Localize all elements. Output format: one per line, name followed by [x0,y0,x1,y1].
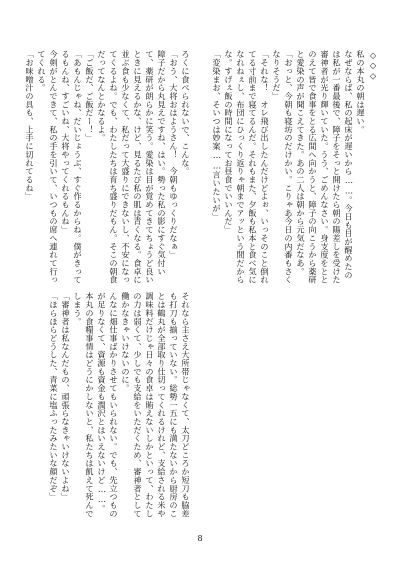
text-column-right-top: ◇◇◇ 私の本丸の朝は遅い。 なぜならば、私の起床が遅いから……。今日も目が醒めたのは私が一番最後で、障子をそっと開けたら朝の陽差しを受けた審神者が光り輝いていた。うう、ごめんなさい。身支度をととのえて皆で食事をとる広間へ向かうと、障子の向こうから薬研と愛染の声が聞こえてきた。あの二人は朝から元気だなあ。 「おっと、今朝も寝坊のだけかい。こりゃあ今日の内番もさくなりそうだ」 「それな！ オレ飛び出したんだけどよぉ、いっそのこと倒れてる寸前まで寝てるんだ。それもまた、夕飯も私本と食べ気になれねぇし、布団にひっくり返りゃ朝までアッという間だからな。すげぇ飯の時間になってお昼食でいいんだ」 「変染まお、そいつは妙案……言いたいが」 [212,50,378,284]
text-column-left-top: ろくに食べられないで、こんな。 「おう、大将おはようさん！ 今朝もゆっくりだなぁ」 障子だから丸見えですね、はい。勢った私の影にすぐ気付いて、薬研が朗らかに笑う。愛染は目が覚めてきてちょうど良いときに見えるかな、けど、見るたび私の肌は青くなる。食卓に並ぶ食も少なくて、私だって大盛りにできないし、不安になってくるよね。でも、わたしたちは育ち盛りだもん。そこの朝食だってなんとかなるよ。 「ご飯だ、ご飯だー！」 「あもんじゃね、だいじょうぶ、すぐ作るからね。僕がきってるもんね、すごいね、大将やってくれるもんね」 今剣がとんできて、私の手を引いて、いつもの席へ連れて行ってくれる。 「お味噌汁の具も、上手に切れてるね」 [25,50,191,284]
text-column-right-bottom [211,292,379,520]
text-area [0,50,400,520]
text-column-left-bottom: それなら主さえ大所帯じゃなくて、太刀どころか短刀も脇差も打刀も揃っていない。総勢一五にも満たないから厨房のことは鶴丸が全部取り仕切ってくれるけれど、支給される米や調味料だけじゃ日々の食卓は賄えないしかといって、わたしの力は弱くて、少しでも支給をいただくため、審神者として働かなきゃいけないのに。 んなに畑仕事ばかりさせてもいられない。でも、先立つものが足りなくて、資源も資金も潤沢とはいえないけど……。本丸の食糧事情はどうにかしないと、私たちは飢えて死んでしまう。 「審神者は私なんだもの、頑張らなきゃいけないよね」 「ほらほらどうした、青菜に塩ふったみたいな顔だぞ」 [49,292,191,518]
page-number: 8 [197,534,203,543]
